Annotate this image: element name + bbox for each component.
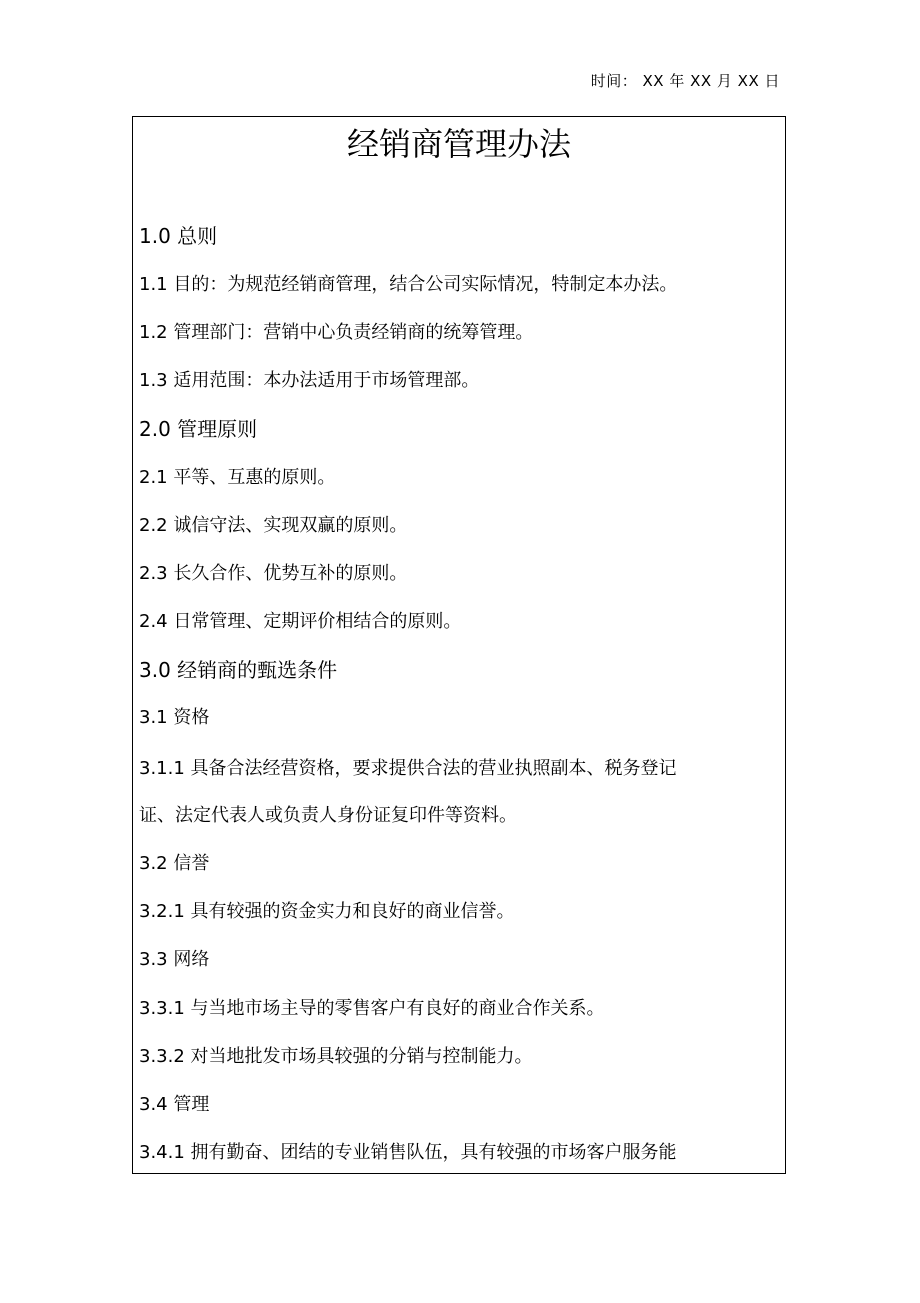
clause-line: 2.3 长久合作、优势互补的原则。 [139, 563, 408, 584]
clause-line: 3.1.1 具备合法经营资格，要求提供合法的营业执照副本、税务登记 [139, 758, 677, 779]
document-title: 经销商管理办法 [346, 125, 571, 163]
clause-line: 3.2 信誉 [139, 853, 210, 874]
clause-line: 1.3 适用范围：本办法适用于市场管理部。 [139, 370, 480, 391]
clause-line: 3.3 网络 [139, 949, 210, 970]
clause-line: 3.2.1 具有较强的资金实力和良好的商业信誉。 [139, 901, 515, 922]
clause-line: 1.1 目的：为规范经销商管理，结合公司实际情况，特制定本办法。 [139, 274, 678, 295]
section-heading: 1.0 总则 [139, 224, 218, 248]
clause-line: 3.3.1 与当地市场主导的零售客户有良好的商业合作关系。 [139, 998, 605, 1019]
clause-line: 2.1 平等、互惠的原则。 [139, 467, 336, 488]
clause-line: 3.3.2 对当地批发市场具较强的分销与控制能力。 [139, 1046, 533, 1067]
clause-line: 3.1 资格 [139, 707, 210, 728]
section-heading: 2.0 管理原则 [139, 417, 258, 441]
clause-line: 3.4 管理 [139, 1094, 210, 1115]
clause-line: 3.4.1 拥有勤奋、团结的专业销售队伍，具有较强的市场客户服务能 [139, 1142, 677, 1163]
header-date: 时间： XX 年 XX 月 XX 日 [590, 72, 780, 90]
section-heading: 3.0 经销商的甄选条件 [139, 658, 338, 682]
clause-line: 证、法定代表人或负责人身份证复印件等资料。 [139, 805, 517, 826]
clause-line: 2.2 诚信守法、实现双赢的原则。 [139, 515, 408, 536]
clause-line: 2.4 日常管理、定期评价相结合的原则。 [139, 611, 462, 632]
clause-line: 1.2 管理部门：营销中心负责经销商的统筹管理。 [139, 322, 534, 343]
